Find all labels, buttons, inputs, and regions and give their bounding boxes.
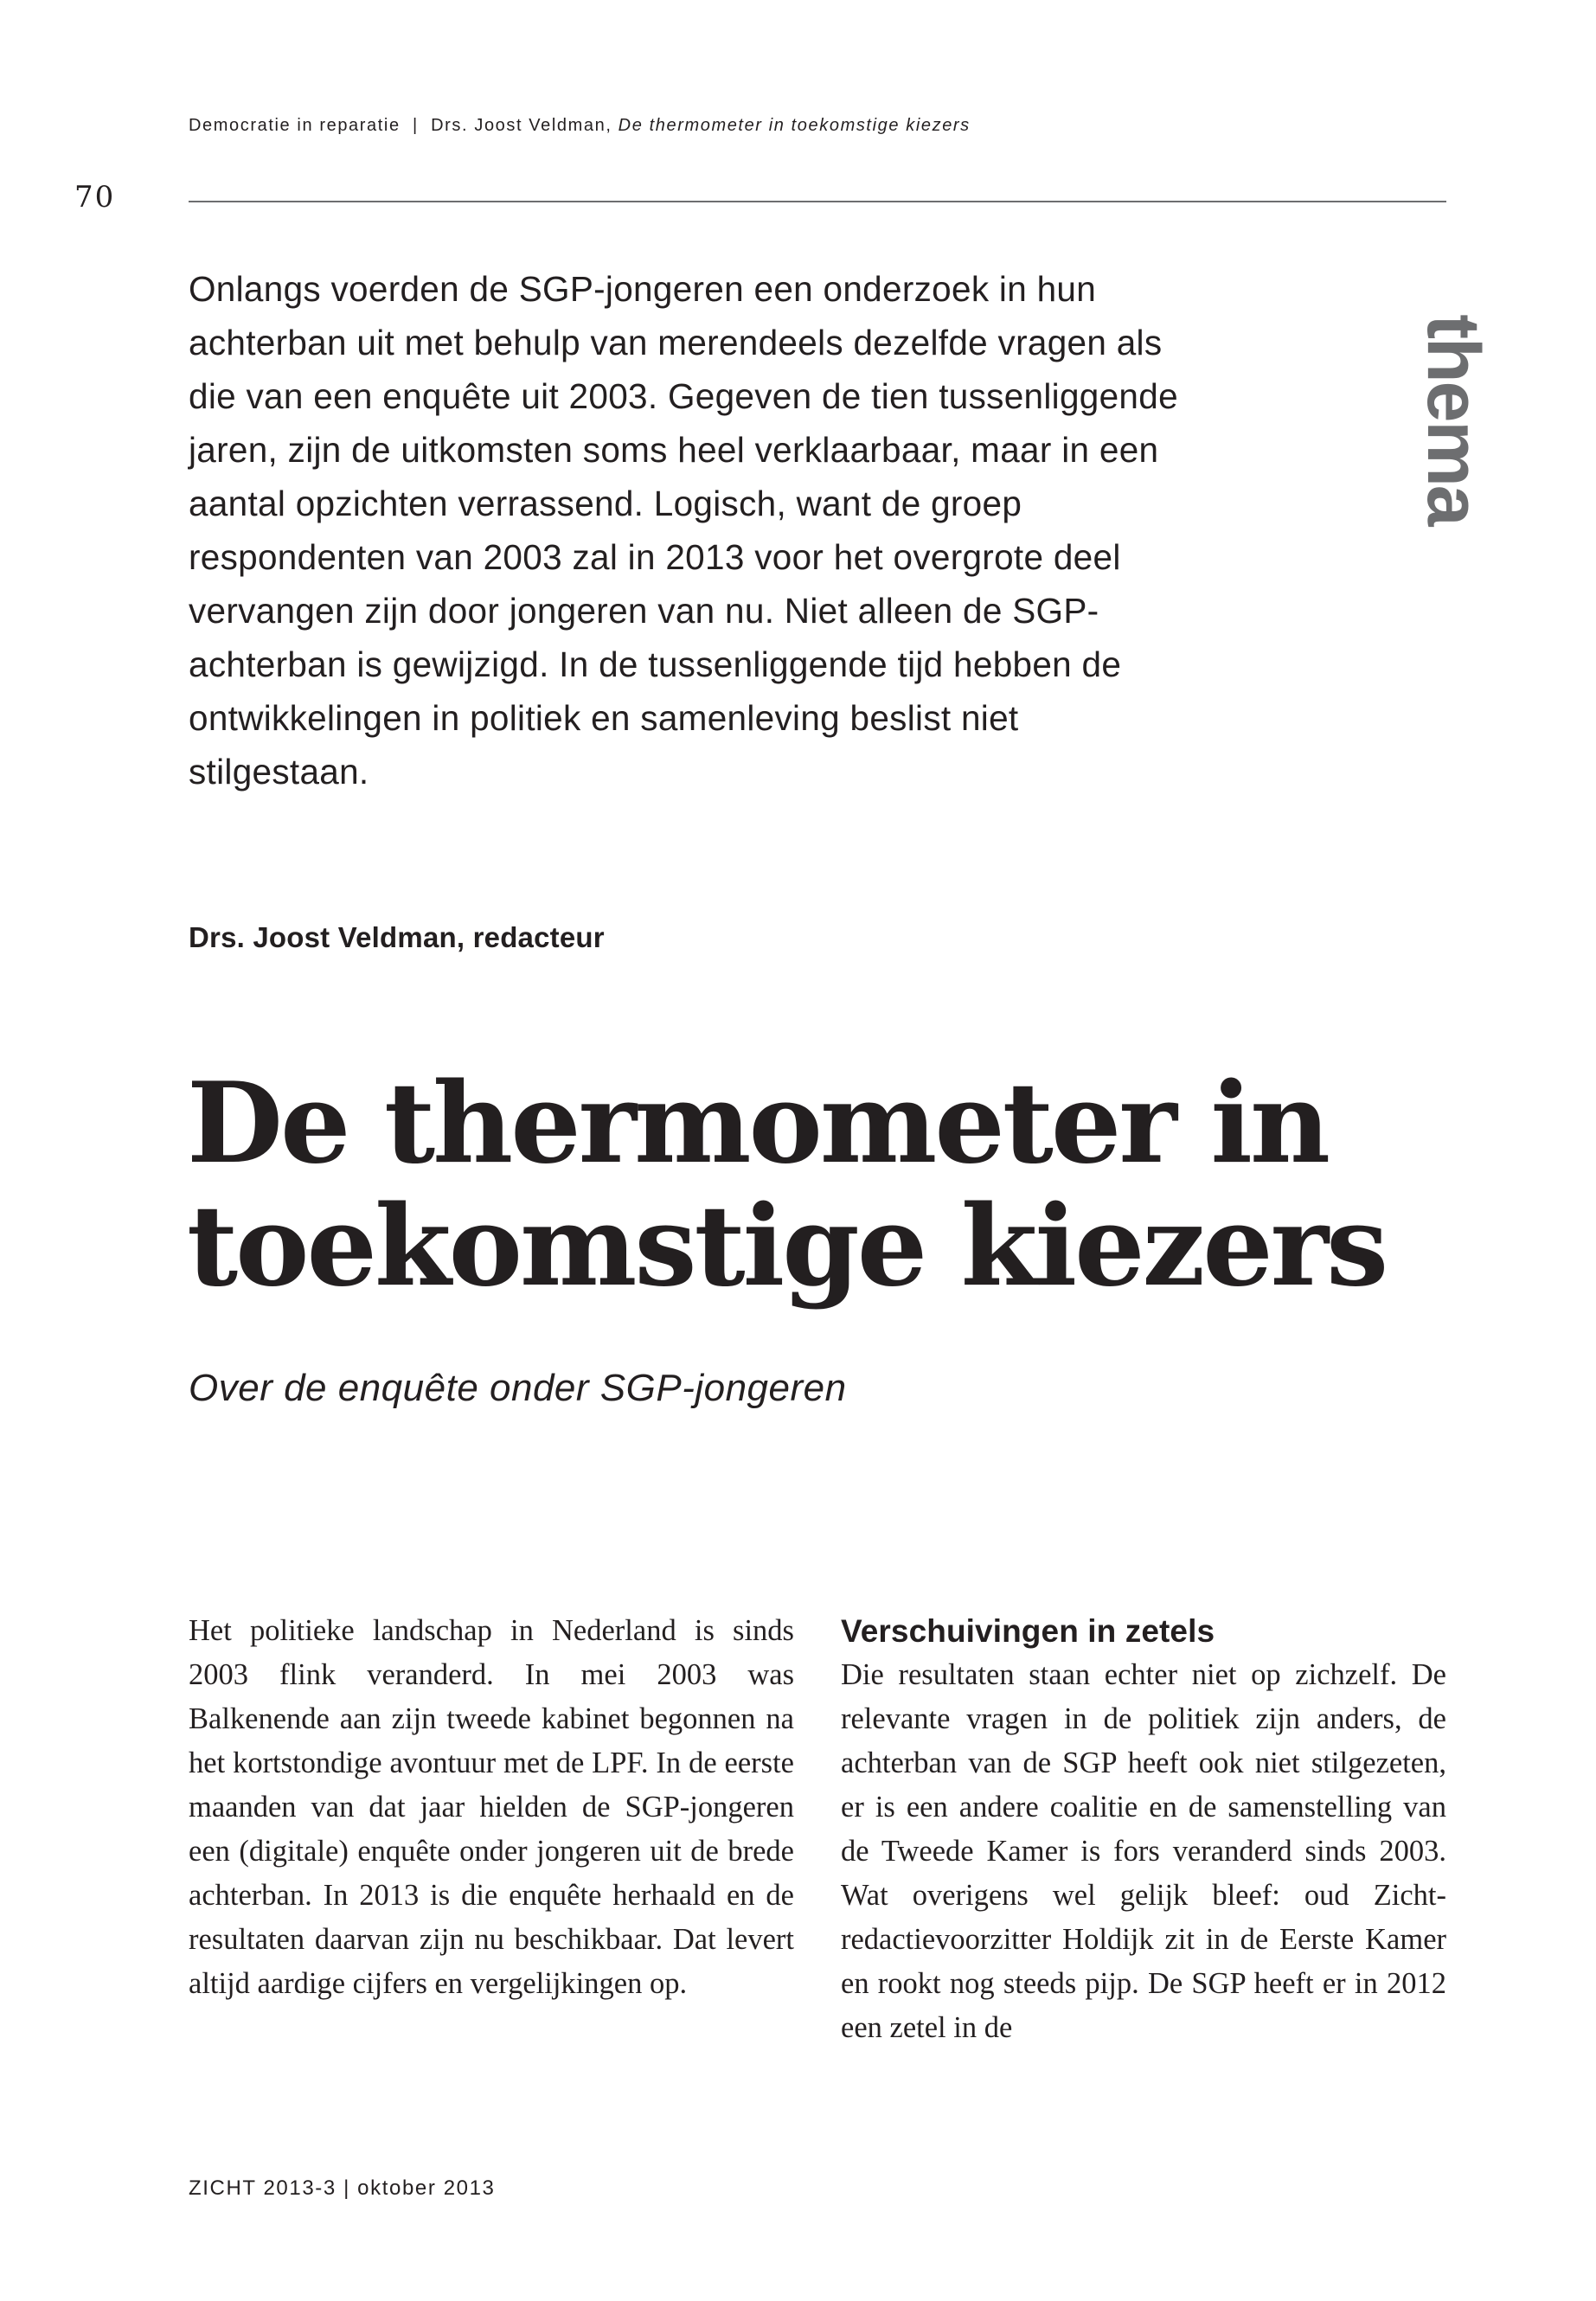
running-head-separator: | — [413, 116, 419, 135]
byline: Drs. Joost Veldman, redacteur — [189, 921, 605, 953]
footer: ZICHT 2013-3 | oktober 2013 — [189, 2176, 496, 2200]
article-title-line-1: De thermometer in — [187, 1059, 1328, 1189]
header-rule — [189, 201, 1446, 202]
lead-paragraph — [189, 262, 1192, 798]
section-heading: Verschuivingen in zetels — [841, 1613, 1215, 1649]
running-head-series: Democratie in reparatie — [189, 116, 401, 135]
running-head — [189, 116, 971, 136]
page-number: 70 — [74, 180, 116, 215]
body-paragraph: Het politieke landschap in Nederland is sinds 2003 flink veranderd. In mei 2003 was Balkenende aan zijn tweede kabinet begonnen na het kortstondige avontuur met de LPF. In de eerste maanden van dat jaar hielden de SGP-jongeren een (digitale) enquête onder jongeren uit de brede achterban. In 2013 is die enquête herhaald en de resultaten daarvan zijn nu beschikbaar. Dat levert altijd aardige cijfers en vergelijkingen op. — [189, 1614, 794, 2000]
article-title-line-2: toekomstige kiezers — [187, 1182, 1387, 1311]
body-column-left — [189, 1609, 794, 2006]
article-subtitle: Over de enquête onder SGP-jongeren — [189, 1367, 847, 1409]
running-head-title: De thermometer in toekomstige kiezers — [618, 116, 971, 135]
lead-text: Onlangs voerden de SGP-jongeren een onderzoek in hun achterban uit met behulp van merendeels dezelfde vragen als die van een enquête uit 2003. Gegeven de tien tussenliggende jaren, zijn de uitkomsten soms heel verklaarbaar, maar in een aantal opzichten verrassend. Logisch, want de groep respondenten van 2003 zal in 2013 voor het overgrote deel vervangen zijn door jongeren van nu. Niet alleen de SGP-achterban is gewijzigd. In de tussenliggende tijd hebben de ontwikkelingen in politiek en samenleving beslist niet stilgestaan. — [189, 269, 1178, 792]
running-head-author: Drs. Joost Veldman, — [431, 116, 612, 135]
section-tab: thema — [1412, 314, 1495, 525]
body-column-right — [841, 1609, 1446, 2050]
article-title — [187, 1059, 1484, 1311]
body-paragraph: Die resultaten staan echter niet op zichzelf. De relevante vragen in de politiek zijn anders, de achterban van de SGP heeft ook niet stilgezeten, er is een andere coalitie en de samenstelling van de Tweede Kamer is fors veranderd sinds 2003. Wat overigens wel gelijk bleef: oud Zicht-redactievoorzitter Holdijk zit in de Eerste Kamer en rookt nog steeds pijp. De SGP heeft er in 2012 een zetel in de — [841, 1658, 1446, 2044]
